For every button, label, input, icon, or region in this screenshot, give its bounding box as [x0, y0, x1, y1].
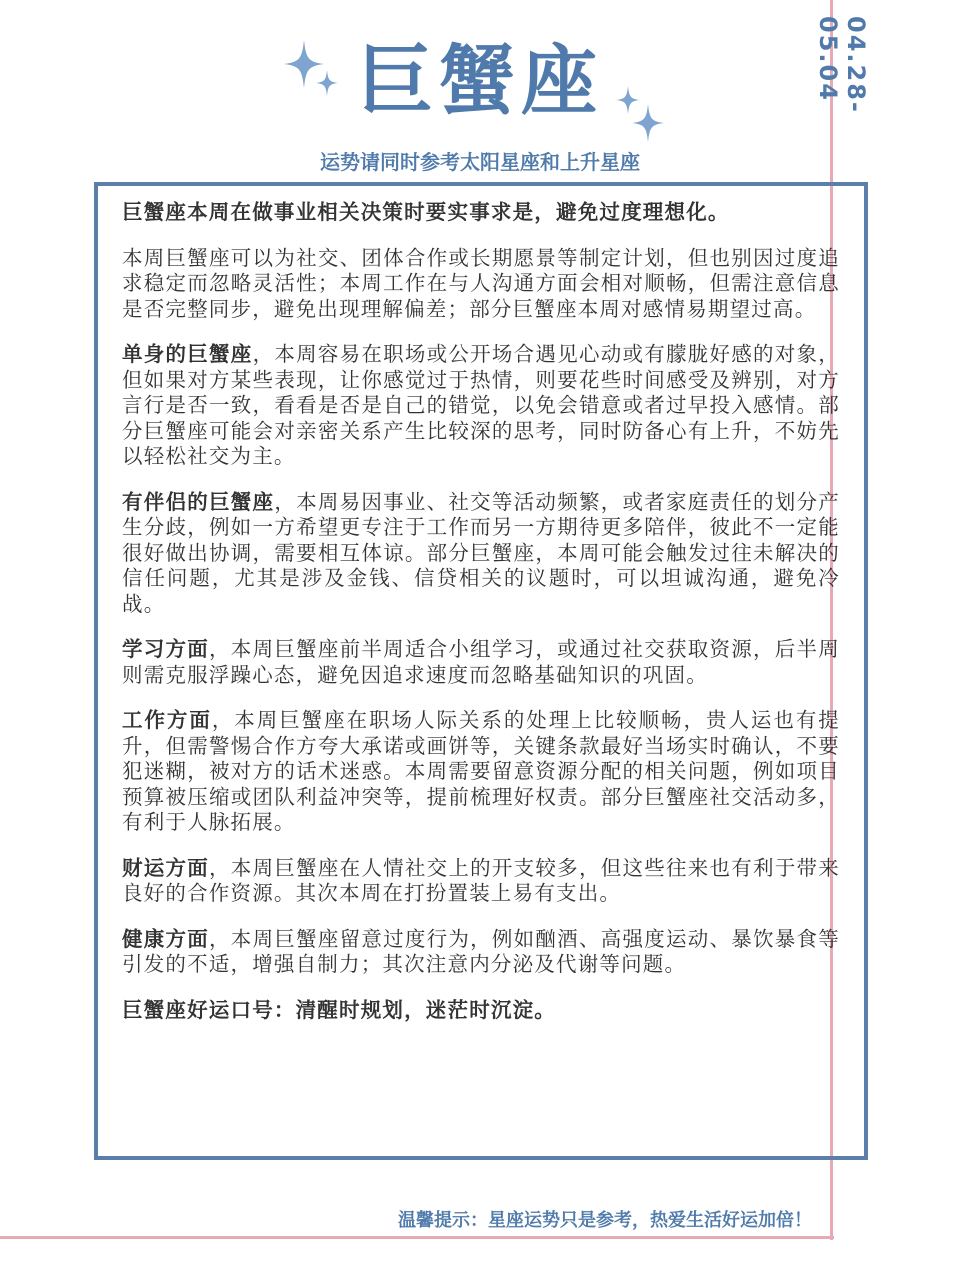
pink-frame-horizontal — [0, 1236, 834, 1239]
couple-section — [122, 490, 840, 618]
page-title: 巨蟹座 — [357, 36, 603, 125]
footer-tip: 温馨提示：星座运势只是参考，热爱生活好运加倍！ — [398, 1210, 812, 1231]
intro-paragraph: 本周巨蟹座可以为社交、团体合作或长期愿景等制定计划，但也别因过度追求稳定而忽略灵活性；本周工作在与人沟通方面会相对顺畅，但需注意信息是否完整同步，避免出现理解偏差；部分巨蟹座本周对感情易期望过高。 — [122, 245, 840, 321]
couple-label: 有伴侣的巨蟹座 — [122, 489, 275, 514]
wealth-label: 财运方面 — [122, 855, 210, 880]
date-range: 04.28-05.04 — [814, 16, 870, 114]
single-text: ，本周容易在职场或公开场合遇见心动或有朦胧好感的对象，但如果对方某些表现，让你感觉过于热情，则要花些时间感受及辨别，对方言行是否一致，看看是否是自己的错觉，以免会错意或者过早投入感情。部分巨蟹座可能会对亲密关系产生比较深的思考，同时防备心有上升，不妨先以轻松社交为主。 — [122, 342, 840, 468]
study-label: 学习方面 — [122, 637, 210, 661]
study-section — [122, 637, 840, 688]
health-label: 健康方面 — [122, 926, 210, 951]
study-text: ，本周巨蟹座前半周适合小组学习，或通过社交获取资源，后半周则需克服浮躁心态，避免因追求速度而忽略基础知识的巩固。 — [122, 637, 840, 687]
fortune-content-box — [94, 182, 868, 1160]
health-text: ，本周巨蟹座留意过度行为，例如酗酒、高强度运动、暴饮暴食等引发的不适，增强自制力；其次注意内分泌及代谢等问题。 — [122, 926, 840, 976]
couple-text: ，本周易因事业、社交等活动频繁，或者家庭责任的划分产生分歧，例如一方希望更专注于工作而另一方期待更多陪伴，彼此不一定能很好做出协调，需要相互体谅。部分巨蟹座，本周可能会触发过往未解决的信任问题，尤其是涉及金钱、信贷相关的议题时，可以坦诚沟通，避免冷战。 — [122, 489, 841, 616]
health-section — [122, 927, 840, 978]
single-label: 单身的巨蟹座 — [122, 342, 253, 366]
wealth-section — [122, 856, 840, 907]
page-subtitle: 运势请同时参考太阳星座和上升星座 — [320, 150, 640, 174]
wealth-text: ，本周巨蟹座在人情社交上的开支较多，但这些往来也有利于带来良好的合作资源。其次本周在打扮置装上易有支出。 — [122, 855, 840, 905]
work-label: 工作方面 — [122, 708, 212, 732]
lucky-slogan: 巨蟹座好运口号：清醒时规划，迷茫时沉淀。 — [122, 997, 556, 1022]
lead-paragraph: 巨蟹座本周在做事业相关决策时要实事求是，避免过度理想化。 — [122, 200, 730, 224]
work-section — [122, 708, 840, 836]
work-text: ，本周巨蟹座在职场人际关系的处理上比较顺畅，贵人运也有提升，但需警惕合作方夸大承诺或画饼等，关键条款最好当场实时确认，不要犯迷糊，被对方的话术迷惑。本周需要留意资源分配的相关问题，例如项目预算被压缩或团队利益冲突等，提前梳理好权责。部分巨蟹座社交活动多，有利于人脉拓展。 — [122, 708, 840, 834]
single-section — [122, 342, 840, 470]
